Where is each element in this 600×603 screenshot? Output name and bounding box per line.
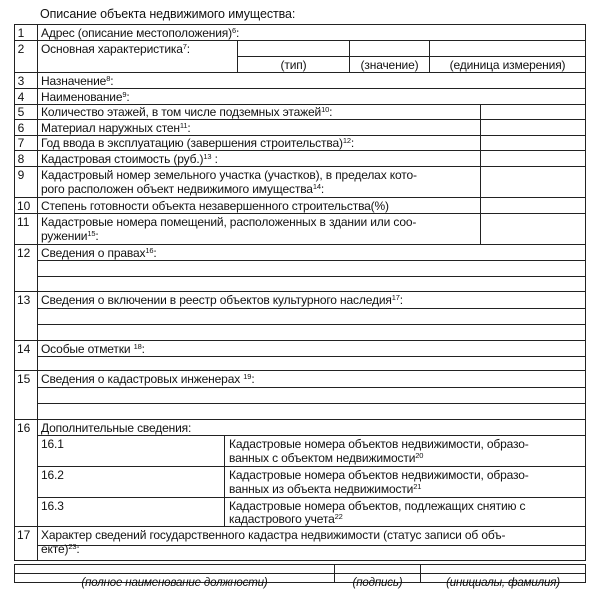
row-number: 17 (17, 528, 31, 542)
row-label-name: Наименование$^9$: (41, 90, 130, 104)
subrow-label-deregistration: Кадастровые номера объектов, подлежащих снятию с (229, 499, 526, 513)
signature-sign-caption: (подпись) (352, 577, 403, 589)
subrow-number: 16.3 (41, 499, 64, 513)
row-label-commission-year: Год ввода в эксплуатацию (завершения строительства)$^{12}$: (41, 136, 355, 150)
signature-name-caption: (инициалы, фамилия) (446, 577, 560, 589)
subrow-label-formed-from: Кадастровые номера объектов недвижимости, образо- (229, 468, 529, 482)
row-number: 12 (17, 246, 31, 260)
row-label-premises-numbers-cont: ружении$^{15}$: (41, 229, 99, 243)
subrow-label-formed-with: Кадастровые номера объектов недвижимости, образо- (229, 437, 529, 451)
row-label-land-cadastral-number-cont: рого расположен объект недвижимого имущества$^{14}$: (41, 182, 325, 196)
row-label-special-notes: Особые отметки $^{18}$: (41, 342, 145, 356)
row-label-record-status-cont: екте)$^{23}$: (41, 542, 80, 556)
row-number: 11 (17, 215, 30, 229)
row-label-purpose: Назначение$^8$: (41, 74, 114, 88)
row-number: 4 (17, 90, 25, 104)
row-number: 15 (17, 372, 31, 386)
row-label-wall-material: Материал наружных стен$^{11}$: (41, 121, 191, 135)
row-number: 3 (17, 74, 25, 88)
row-label-cultural-heritage: Сведения о включении в реестр объектов культурного наследия$^{17}$: (41, 293, 403, 307)
row-number: 6 (17, 121, 25, 135)
subrow-number: 16.1 (41, 437, 64, 451)
row-label-record-status: Характер сведений государственного кадастра недвижимости (статус записи об объ- (41, 528, 506, 542)
row-label-main-characteristic: Основная характеристика$^7$: (41, 42, 190, 56)
row-label-floors: Количество этажей, в том числе подземных этажей$^{10}$: (41, 105, 333, 119)
row-number: 2 (17, 42, 25, 56)
sublabel-unit: (единица измерения) (449, 58, 566, 72)
subrow-label-formed-from-cont: ванных из объекта недвижимости$^{21}$ (229, 482, 422, 496)
row-number: 13 (17, 293, 31, 307)
row-label-address: Адрес (описание местоположения)$^6$: (41, 26, 240, 40)
row-label-premises-numbers: Кадастровые номера помещений, расположенных в здании или соо- (41, 215, 417, 229)
row-label-additional-info: Дополнительные сведения: (41, 421, 192, 435)
row-number: 8 (17, 152, 25, 166)
row-label-cadastral-value: Кадастровая стоимость $(руб.)^{13}$ : (41, 152, 218, 166)
subrow-label-formed-with-cont: ванных с объектом недвижимости$^{20}$ (229, 451, 424, 465)
row-label-rights: Сведения о правах$^{16}$: (41, 246, 157, 260)
row-number: 5 (17, 105, 25, 119)
page-title: Описание объекта недвижимого имущества: (40, 7, 296, 21)
row-number: 1 (17, 26, 25, 40)
row-number: 14 (17, 342, 31, 356)
row-label-cadastral-engineers: Сведения о кадастровых инженерах $^{19}$: (41, 372, 255, 386)
sublabel-type: (тип) (280, 58, 307, 72)
row-number: 10 (17, 199, 31, 213)
subrow-number: 16.2 (41, 468, 64, 482)
subrow-label-deregistration-cont: кадастрового учета$^{22}$ (229, 512, 343, 526)
row-number: 7 (17, 136, 25, 150)
row-number: 9 (17, 168, 25, 182)
row-label-land-cadastral-number: Кадастровый номер земельного участка (участков), в пределах кото- (41, 168, 417, 182)
row-label-construction-readiness: Степень готовности объекта незавершенного строительства(%) (41, 199, 389, 213)
row-number: 16 (17, 421, 31, 435)
signature-position-caption: (полное наименование должности) (81, 577, 268, 589)
sublabel-value: (значение) (360, 58, 419, 72)
